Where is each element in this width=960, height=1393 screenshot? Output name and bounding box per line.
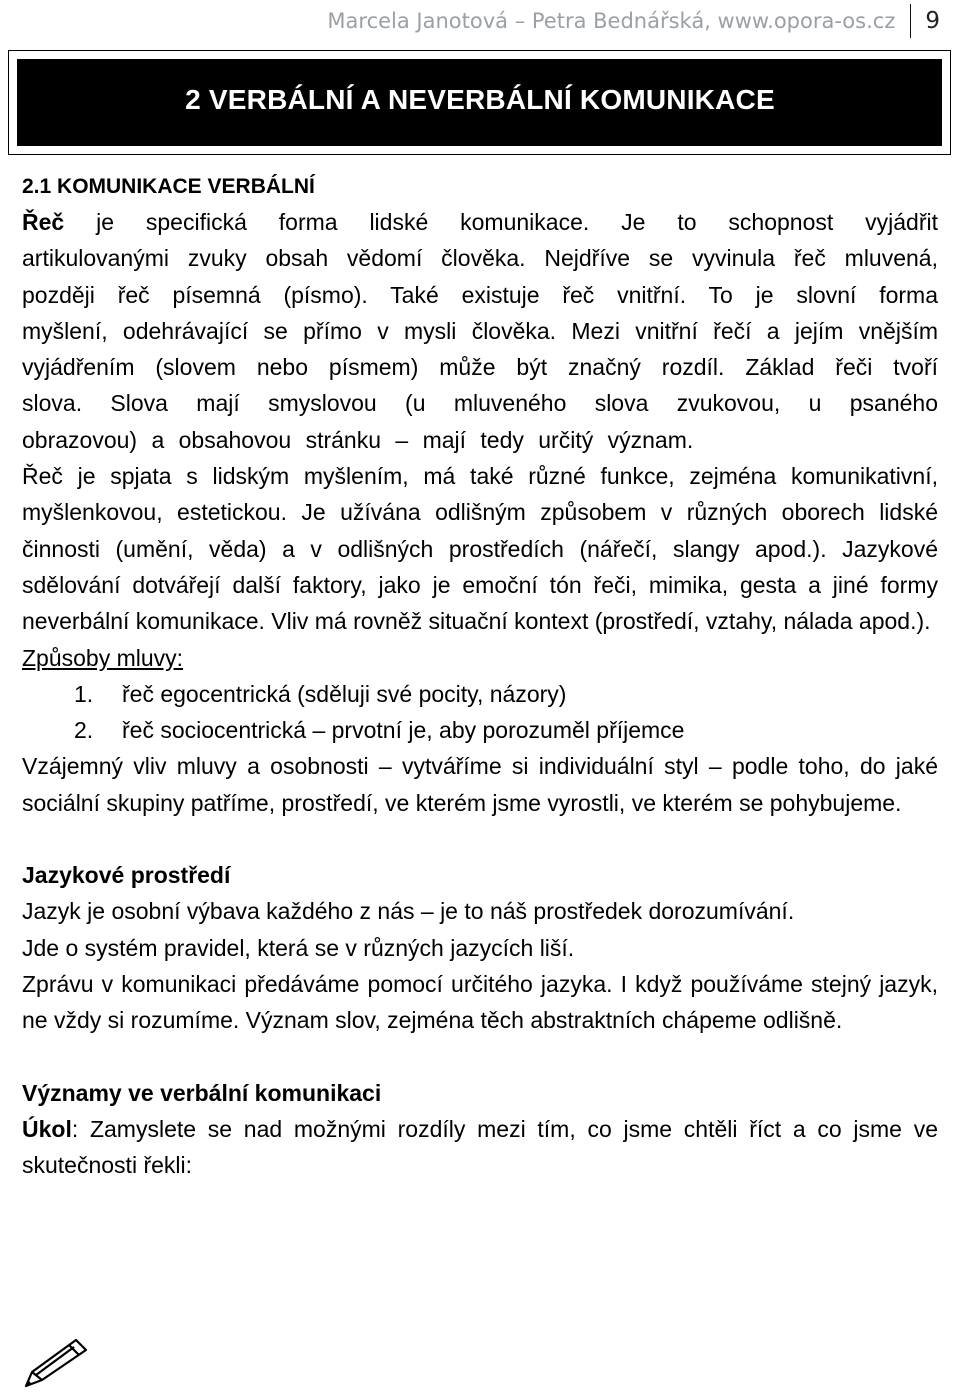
page-number: 9 xyxy=(925,8,940,34)
list-item-number: 1. xyxy=(74,680,94,707)
paragraph-style: Vzájemný vliv mluvy a osobnosti – vytváříme si individuální styl – podle toho, do jaké sociální skupiny patříme, prostředí, ve kterém jsme vyrostli, ve kterém se pohybujeme. xyxy=(22,753,938,816)
chapter-title-label: 2 VERBÁLNÍ A NEVERBÁLNÍ KOMUNIKACE xyxy=(184,84,775,115)
list-item-text: řeč egocentrická (sděluji své pocity, názory) xyxy=(122,680,567,707)
heading-meanings: Významy ve verbální komunikaci xyxy=(22,1079,382,1106)
list-item xyxy=(22,712,938,748)
task-text: : Zamyslete se nad možnými rozdíly mezi tím, co jsme chtěli říct a co jsme ve skutečnosti řekli: xyxy=(22,1115,938,1179)
running-header xyxy=(327,0,940,42)
section-title: 2.1 KOMUNIKACE VERBÁLNÍ xyxy=(22,175,315,198)
list-item-text: řeč sociocentrická – prvotní je, aby porozuměl příjemce xyxy=(122,717,685,744)
task-paragraph xyxy=(22,1111,938,1184)
chapter-title xyxy=(9,79,950,126)
header-divider xyxy=(910,4,911,38)
paragraph-speech xyxy=(22,204,938,458)
pencil-icon xyxy=(22,1336,90,1393)
paragraph-speech-functions: Řeč je spjata s lidským myšlením, má také různé funkce, zejména komunikativní, myšlenkovou, estetickou. Je užívána odlišným způsobem v různých oborech lidské činnosti (umění, věda) a v odlišných prostředích (nářečí, slangy apod.). Jazykové sdělování dotvářejí další faktory, jako je emoční tón řeči, mimika, gesta a jiné formy neverbální komunikace. Vliv má rovněž situační kontext (prostředí, vztahy, nálada apod.). xyxy=(22,463,938,635)
term-speech: Řeč xyxy=(22,209,65,235)
speech-modes-list xyxy=(22,676,938,749)
chapter-banner xyxy=(8,50,951,155)
pencil-icon-graphic xyxy=(22,1336,90,1388)
speech-modes-title: Způsoby mluvy: xyxy=(22,644,184,671)
task-label: Úkol xyxy=(22,1115,72,1142)
chapter-title-text xyxy=(170,79,790,119)
spacer xyxy=(22,821,938,857)
running-head-text: Marcela Janotová – Petra Bednářská, www.opora-os.cz xyxy=(327,9,896,33)
paragraph-speech-text: je specifická forma lidské komunikace. Je to schopnost vyjádřit artikulovanými zvuky obsah vědomí člověka. Nejdříve se vyvinula řeč mluvená, později řeč písemná (písmo). Také existuje řeč vnitřní. To je slovní forma myšlení, odehrávající se přímo v mysli člověka. Mezi vnitřní řečí a jejím vnějším vyjádřením (slovem nebo písmem) může být značný rozdíl. Základ řeči tvoří slova. Slova mají smyslovou (u mluveného slova zvukovou, u psaného obrazovou) a obsahovou stránku – mají tedy určitý význam. xyxy=(22,209,938,453)
paragraph-language-1: Jazyk je osobní výbava každého z nás – je to náš prostředek dorozumívání. xyxy=(22,898,795,925)
heading-language-environment: Jazykové prostředí xyxy=(22,862,231,889)
spacer xyxy=(22,1039,938,1075)
paragraph-language-2: Jde o systém pravidel, která se v různých jazycích liší. xyxy=(22,934,575,961)
list-item-number: 2. xyxy=(74,717,94,744)
page-content xyxy=(22,170,938,1183)
paragraph-language-3: Zprávu v komunikaci předáváme pomocí určitého jazyka. I když používáme stejný jazyk, ne vždy si rozumíme. Význam slov, zejména těch abstraktních chápeme odlišně. xyxy=(22,970,938,1034)
list-item xyxy=(22,676,938,712)
